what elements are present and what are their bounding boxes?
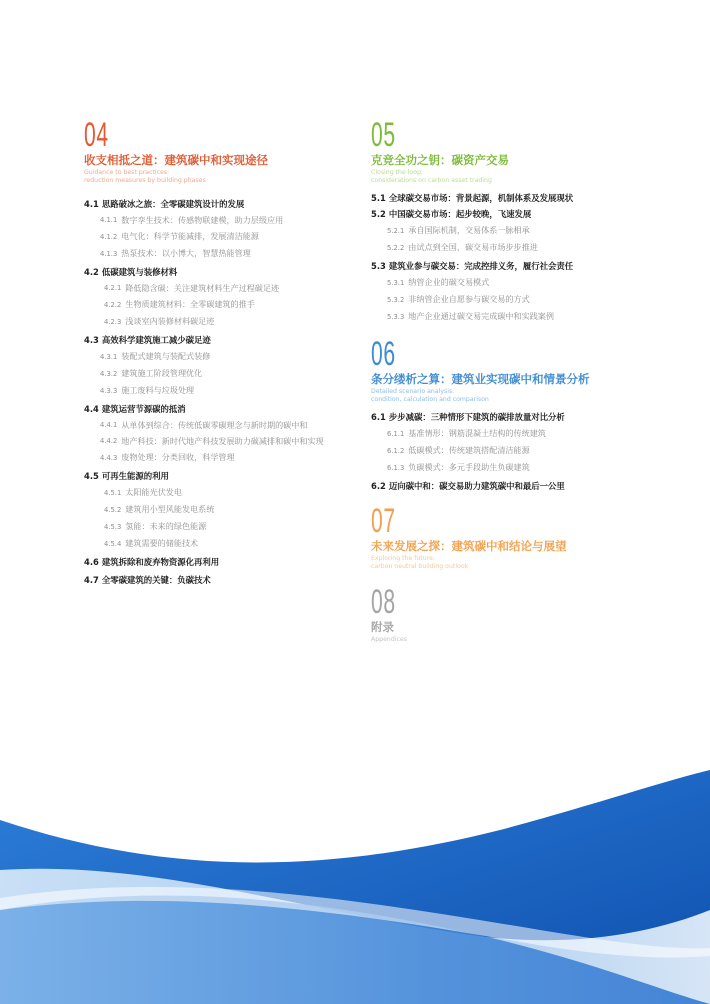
chapter-subtitle-en-line: Appendices xyxy=(371,636,407,643)
section-number: 5.3 xyxy=(371,261,386,271)
subsection-number: 4.5.2 xyxy=(104,506,122,514)
toc-subsection[interactable] xyxy=(84,419,354,431)
subsection-number: 6.1.1 xyxy=(387,430,405,438)
toc-subsection[interactable] xyxy=(84,367,354,380)
toc-section[interactable] xyxy=(84,267,354,278)
subsection-title: 地产企业通过碳交易完成碳中和实践案例 xyxy=(408,311,554,321)
toc-section[interactable] xyxy=(371,412,671,423)
toc-subsection[interactable] xyxy=(371,224,671,237)
subsection-number: 6.1.2 xyxy=(387,447,405,455)
toc-subsection[interactable] xyxy=(84,298,354,311)
subsection-number: 4.5.1 xyxy=(104,489,122,497)
section-number: 4.1 xyxy=(84,199,99,209)
subsection-number: 5.3.3 xyxy=(387,313,405,321)
subsection-number: 4.1.2 xyxy=(100,233,118,241)
subsection-number: 5.2.2 xyxy=(387,244,405,252)
subsection-title: 生物质建筑材料：全零碳建筑的推手 xyxy=(125,299,255,309)
subsection-title: 非纳管企业自愿参与碳交易的方式 xyxy=(408,294,530,304)
subsection-title: 施工废料与垃圾处理 xyxy=(121,385,195,395)
toc-subsection[interactable] xyxy=(371,427,671,440)
toc-subsection[interactable] xyxy=(371,276,671,289)
subsection-title: 基准情形：钢筋混凝土结构的传统建筑 xyxy=(408,428,546,438)
section-title: 迈向碳中和：碳交易助力建筑碳中和最后一公里 xyxy=(388,481,565,491)
chapter-title[interactable]: 克竞全功之钥：碳资产交易 xyxy=(371,153,509,167)
toc-subsection[interactable] xyxy=(371,461,671,474)
toc-subsection[interactable] xyxy=(84,350,354,363)
subsection-title: 从单体到综合：传统低碳零碳理念与新时期的碳中和 xyxy=(121,420,308,430)
chapter-number: 06 xyxy=(371,335,396,373)
chapter-subtitle-en xyxy=(371,636,671,644)
toc-subsection[interactable] xyxy=(84,503,354,516)
subsection-number: 4.3.3 xyxy=(100,387,118,395)
section-number: 4.6 xyxy=(84,557,99,567)
subsection-title: 承自国际机制，交易体系一脉相承 xyxy=(408,225,530,235)
subsection-number: 4.2.2 xyxy=(104,301,122,309)
section-number: 4.2 xyxy=(84,267,99,277)
subsection-title: 地产科技：新时代地产科技发展助力碳减排和碳中和实现 xyxy=(121,436,324,446)
subsection-number: 5.2.1 xyxy=(387,227,405,235)
subsection-number: 4.3.1 xyxy=(100,353,118,361)
chapter-subtitle-en-line: Detailed scenario analysis: xyxy=(371,388,455,395)
subsection-number: 5.3.1 xyxy=(387,279,405,287)
subsection-number: 4.3.2 xyxy=(100,370,118,378)
subsection-title: 低碳模式：传统建筑搭配清洁能源 xyxy=(408,445,530,455)
toc-section[interactable] xyxy=(84,471,354,482)
toc-subsection[interactable] xyxy=(84,537,354,550)
decorative-wave-background xyxy=(0,760,710,1004)
chapter-05 xyxy=(371,118,671,185)
subsection-number: 4.1.1 xyxy=(100,216,118,224)
toc-subsection[interactable] xyxy=(84,282,354,294)
section-title: 低碳建筑与装修材料 xyxy=(101,267,178,277)
toc-subsection[interactable] xyxy=(371,310,671,323)
chapter-subtitle-en xyxy=(371,555,671,571)
chapter-title[interactable]: 附录 xyxy=(371,620,394,634)
toc-section[interactable] xyxy=(84,575,354,586)
chapter-subtitle-en-line: Guidance to best practices: xyxy=(84,169,170,176)
chapter-number: 05 xyxy=(371,116,396,154)
subsection-title: 负碳模式：多元手段助生负碳建筑 xyxy=(408,462,530,472)
subsection-title: 数字孪生技术：传感物联建模，助力层级应用 xyxy=(121,215,284,225)
section-title: 全零碳建筑的关键：负碳技术 xyxy=(101,575,211,585)
chapter-06 xyxy=(371,337,671,404)
section-number: 4.5 xyxy=(84,471,99,481)
subsection-title: 降低隐含碳：关注建筑材料生产过程碳足迹 xyxy=(125,283,280,293)
section-title: 步步减碳：三种情形下建筑的碳排放量对比分析 xyxy=(388,412,565,422)
toc-section[interactable] xyxy=(84,199,354,210)
subsection-number: 4.1.3 xyxy=(100,250,118,258)
section-number: 5.1 xyxy=(371,193,386,203)
section-title: 建筑拆除和废弃物资源化再利用 xyxy=(101,557,220,567)
subsection-title: 由试点到全国，碳交易市场步步推进 xyxy=(408,242,538,252)
subsection-title: 热泵技术：以小博大，智慧热能管理 xyxy=(121,248,251,258)
toc-subsection[interactable] xyxy=(84,520,354,533)
toc-subsection[interactable] xyxy=(84,214,354,226)
toc-subsection[interactable] xyxy=(84,247,354,260)
chapter-04 xyxy=(84,118,354,185)
toc-subsection[interactable] xyxy=(84,451,354,464)
toc-subsection[interactable] xyxy=(371,444,671,457)
toc-subsection[interactable] xyxy=(84,230,354,243)
chapter-subtitle-en-line: Closing the loop: xyxy=(371,169,424,176)
section-number: 6.1 xyxy=(371,412,386,422)
subsection-number: 4.2.3 xyxy=(104,318,122,326)
toc-subsection[interactable] xyxy=(371,293,671,306)
chapter-subtitle-en xyxy=(84,169,354,185)
subsection-number: 4.5.4 xyxy=(104,540,122,548)
subsection-number: 4.5.3 xyxy=(104,523,122,531)
section-title: 思路破冰之旅：全零碳建筑设计的发展 xyxy=(101,199,245,209)
subsection-title: 电气化：科学节能减排，发展清洁能源 xyxy=(121,231,259,241)
chapter-title[interactable]: 未来发展之探：建筑碳中和结论与展望 xyxy=(371,539,567,553)
chapter-08 xyxy=(371,585,671,644)
subsection-title: 纳管企业的碳交易模式 xyxy=(408,277,490,287)
chapter-subtitle-en xyxy=(371,169,671,185)
toc-section[interactable] xyxy=(84,404,354,415)
section-title: 建筑业参与碳交易：完成控排义务，履行社会责任 xyxy=(388,261,574,271)
subsection-number: 4.4.1 xyxy=(100,421,118,429)
toc-right-column xyxy=(371,118,671,658)
subsection-title: 建筑施工阶段管理优化 xyxy=(121,368,203,378)
subsection-title: 废物处理：分类回收，科学管理 xyxy=(121,452,235,462)
section-number: 6.2 xyxy=(371,481,386,491)
chapter-number: 04 xyxy=(84,116,109,154)
toc-section[interactable] xyxy=(371,209,671,220)
toc-subsection[interactable] xyxy=(84,486,354,499)
toc-section[interactable] xyxy=(84,335,354,346)
section-number: 4.4 xyxy=(84,404,99,414)
subsection-number: 4.4.3 xyxy=(100,454,118,462)
toc-section[interactable] xyxy=(371,261,671,272)
chapter-title[interactable]: 条分缕析之算：建筑业实现碳中和情景分析 xyxy=(371,372,590,386)
section-title: 全球碳交易市场：背景起源，机制体系及发展现状 xyxy=(388,193,574,203)
chapter-subtitle-en xyxy=(371,388,671,404)
chapter-07 xyxy=(371,504,671,571)
section-title: 建筑运营节源碳的抵消 xyxy=(101,404,186,414)
chapter-number: 08 xyxy=(371,583,396,621)
chapter-number: 07 xyxy=(371,502,396,540)
chapter-subtitle-en-line: condition, calculation and comparison xyxy=(371,396,489,403)
subsection-number: 4.2.1 xyxy=(104,284,122,292)
section-title: 高效科学建筑施工减少碳足迹 xyxy=(101,335,211,345)
section-number: 4.3 xyxy=(84,335,99,345)
subsection-title: 建筑用小型风能发电系统 xyxy=(125,504,215,514)
toc-subsection[interactable] xyxy=(84,384,354,397)
subsection-number: 5.3.2 xyxy=(387,296,405,304)
section-title: 中国碳交易市场：起步较晚，飞速发展 xyxy=(388,209,532,219)
chapter-subtitle-en-line: considerations on carbon asset trading xyxy=(371,177,492,184)
toc-subsection[interactable] xyxy=(371,241,671,254)
subsection-number: 6.1.3 xyxy=(387,464,405,472)
chapter-subtitle-en-line: Exploring the future: xyxy=(371,555,435,562)
subsection-title: 建筑需要的储能技术 xyxy=(125,538,199,548)
subsection-title: 浅谈室内装修材料碳足迹 xyxy=(125,316,215,326)
section-title: 可再生能源的利用 xyxy=(101,471,169,481)
toc-section[interactable] xyxy=(371,481,671,492)
subsection-title: 装配式建筑与装配式装修 xyxy=(121,351,211,361)
section-number: 4.7 xyxy=(84,575,99,585)
toc-subsection[interactable] xyxy=(84,315,354,328)
toc-subsection[interactable] xyxy=(84,435,354,447)
chapter-subtitle-en-line: reduction measures by building phases xyxy=(84,177,206,184)
subsection-title: 氢能：未来的绿色能源 xyxy=(125,521,207,531)
section-number: 5.2 xyxy=(371,209,386,219)
subsection-title: 太阳能光伏发电 xyxy=(125,487,182,497)
chapter-title[interactable]: 收支相抵之道：建筑碳中和实现途径 xyxy=(84,153,268,167)
chapter-subtitle-en-line: carbon neutral building outlook xyxy=(371,563,469,570)
subsection-number: 4.4.2 xyxy=(100,437,118,445)
toc-left-column xyxy=(84,118,354,586)
toc-section[interactable] xyxy=(84,557,354,568)
toc-section[interactable] xyxy=(371,193,671,204)
